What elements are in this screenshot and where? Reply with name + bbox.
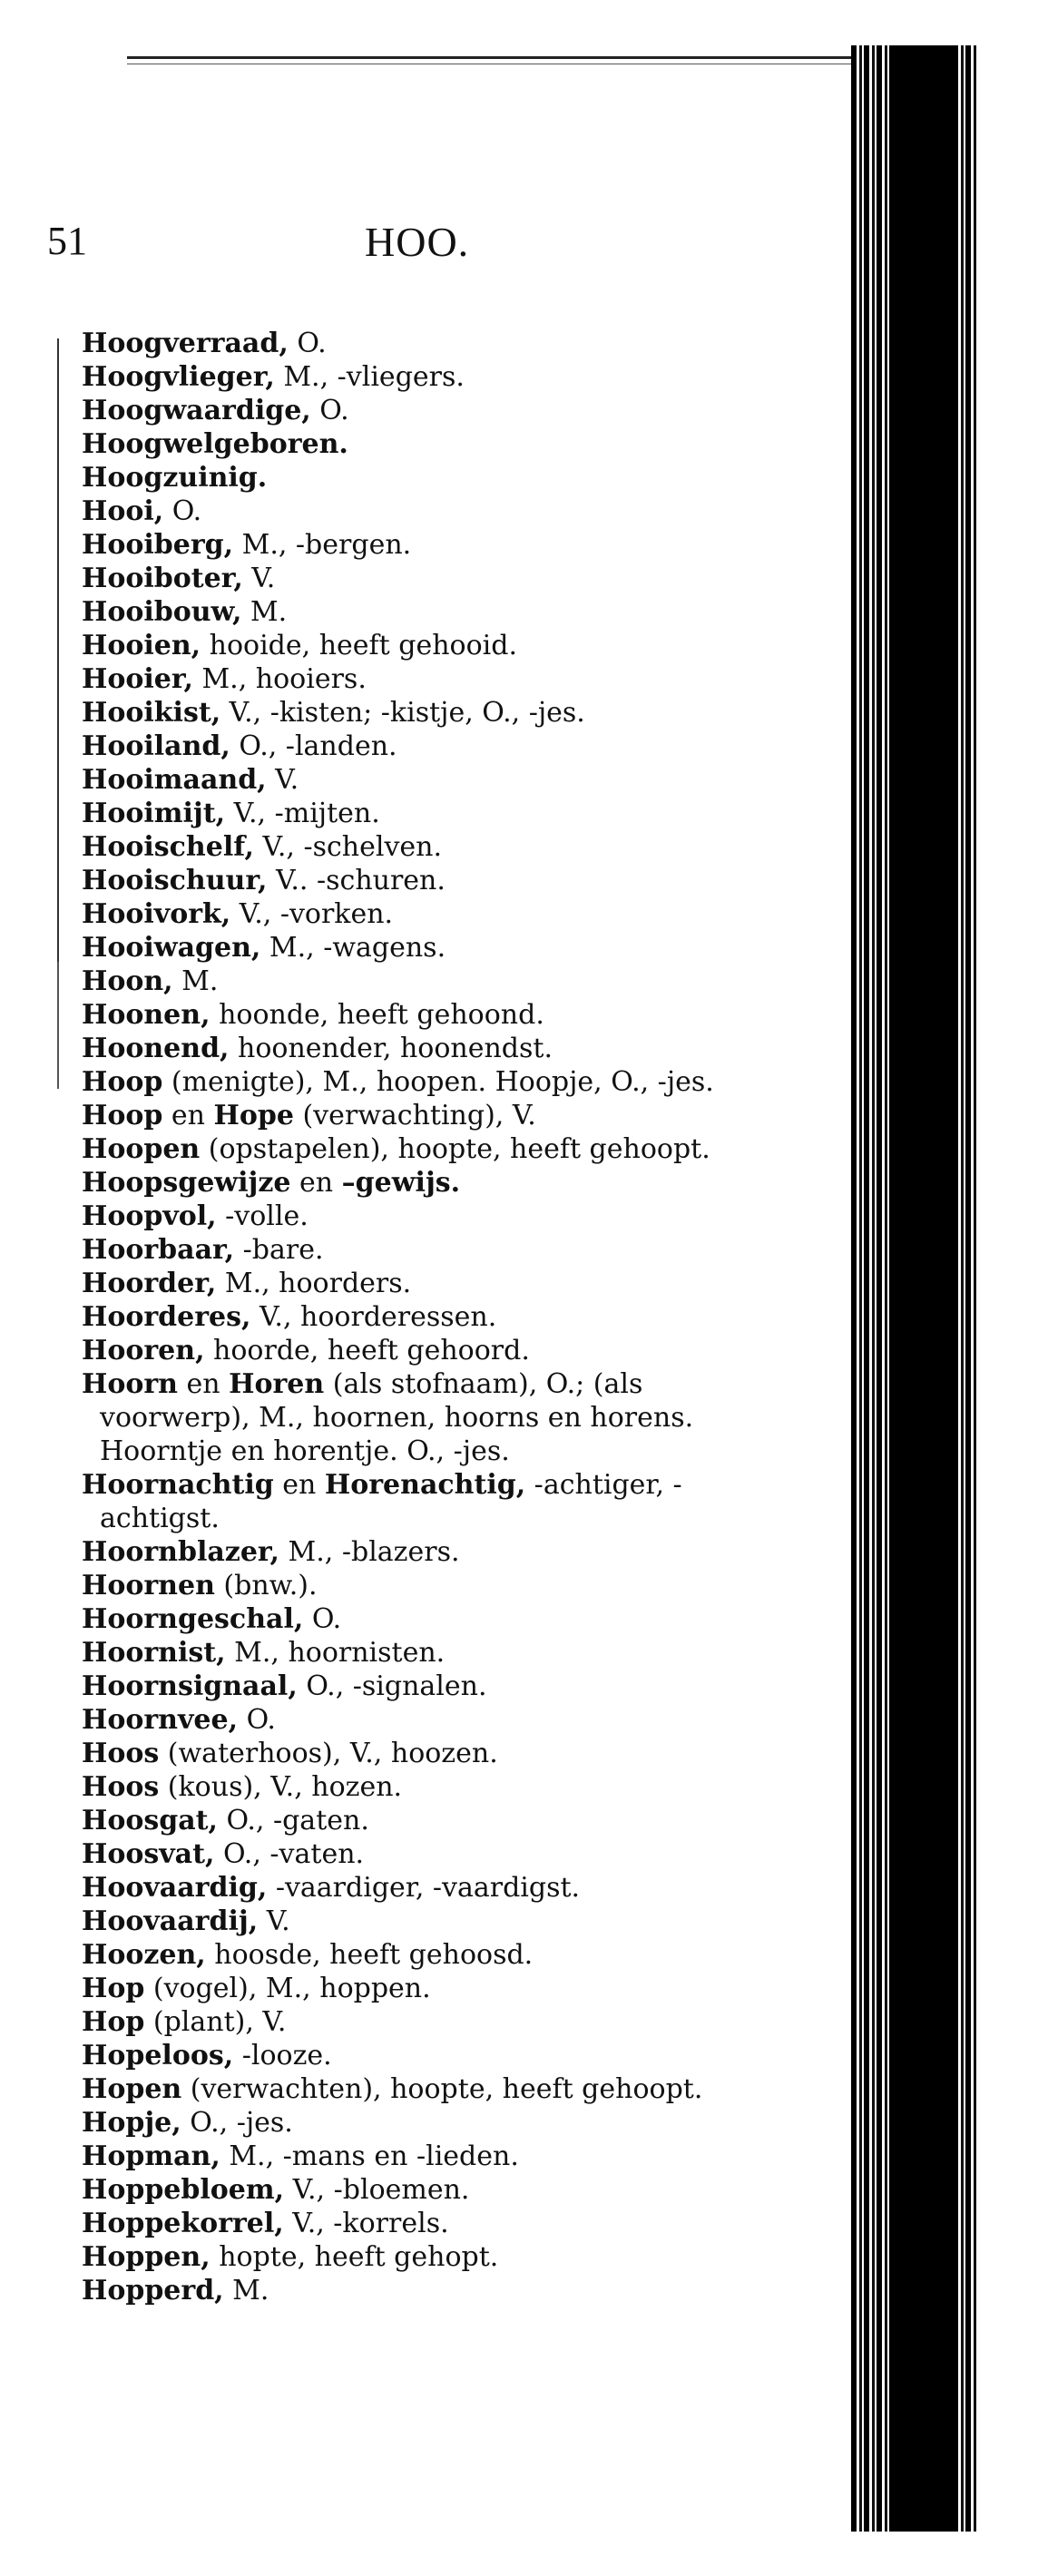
- entry-details: V., -mijten.: [225, 798, 380, 829]
- headword: Hoppekorrel,: [82, 2208, 284, 2239]
- dictionary-entry: [82, 595, 780, 629]
- headword: Hooi,: [82, 495, 164, 527]
- headword: Hoozen,: [82, 1939, 206, 1971]
- entry-details: V., -bloemen.: [284, 2174, 470, 2206]
- dictionary-entry: [82, 427, 780, 461]
- headword: Hoos: [82, 1738, 160, 1769]
- headword: Hoorder,: [82, 1268, 217, 1299]
- dictionary-entry: [82, 1602, 780, 1636]
- entry-details: -looze.: [233, 2040, 332, 2072]
- entry-details: M., -bergen.: [233, 529, 412, 561]
- entry-details: O., -jes.: [181, 2107, 293, 2139]
- headword: Hoon,: [82, 965, 173, 997]
- headword: Hoornsignaal,: [82, 1670, 298, 1702]
- entry-details: M., -wagens.: [260, 932, 446, 964]
- headword: Hoornvee,: [82, 1704, 239, 1736]
- dictionary-entry: [82, 1535, 780, 1569]
- headword: Hooibouw,: [82, 596, 242, 628]
- entry-details: hoorde, heeft gehoord.: [204, 1335, 530, 1366]
- headword: Hooren,: [82, 1335, 205, 1366]
- headword: Hoogwelgeboren.: [82, 428, 348, 460]
- dictionary-entry: [82, 1468, 780, 1535]
- dictionary-entry: [82, 864, 780, 897]
- headword: Hooimaand,: [82, 764, 267, 796]
- headword: Hopje,: [82, 2107, 181, 2139]
- headword: Hoos: [82, 1771, 160, 1803]
- binding-shadow: [894, 45, 957, 2532]
- headword: Hopperd,: [82, 2275, 224, 2307]
- headword: Hoovaardig,: [82, 1872, 268, 1904]
- dictionary-entry: [82, 1032, 780, 1065]
- dictionary-entry: [82, 1166, 780, 1200]
- entry-details: (bnw.).: [214, 1570, 318, 1601]
- dictionary-entry: [82, 1938, 780, 1972]
- entry-details: V., -korrels.: [283, 2208, 449, 2239]
- headword: Hoorngeschal,: [82, 1603, 304, 1635]
- headword-variant: Hope: [213, 1100, 294, 1131]
- dictionary-entry: [82, 1132, 780, 1166]
- dictionary-entry: [82, 1871, 780, 1905]
- entry-details: -vaardiger, -vaardigst.: [267, 1872, 581, 1904]
- entry-details: hoonde, heeft gehoond.: [210, 999, 544, 1031]
- dictionary-entry: [82, 1972, 780, 2005]
- headword: Hooier,: [82, 663, 193, 695]
- entry-details: M., hooiers.: [192, 663, 367, 695]
- top-rule: [127, 56, 871, 59]
- entry-details: (menigte), M., hoopen. Hoopje, O., -jes.: [162, 1066, 714, 1098]
- headword: Hooimijt,: [82, 798, 226, 829]
- dictionary-entry: [82, 562, 780, 595]
- headword: Hoornblazer,: [82, 1536, 279, 1568]
- dictionary-entry: [82, 763, 780, 797]
- entry-details: V.: [266, 764, 299, 796]
- dictionary-entry: [82, 2072, 780, 2106]
- entry-details: O., -signalen.: [297, 1670, 487, 1702]
- headword: Hooiwagen,: [82, 932, 261, 964]
- headword: Hoornen: [82, 1570, 215, 1601]
- dictionary-entry: [82, 629, 780, 662]
- dictionary-entry: [82, 1905, 780, 1938]
- dictionary-entry: [82, 394, 780, 427]
- entry-details: hoosde, heeft gehoosd.: [205, 1939, 534, 1971]
- entry-details: (plant), V.: [144, 2006, 287, 2038]
- headword: Hoonend,: [82, 1033, 230, 1064]
- headword: Hoosvat,: [82, 1838, 215, 1870]
- headword: Hooiland,: [82, 730, 230, 762]
- dictionary-entries: [82, 327, 780, 2307]
- dictionary-entry: [82, 2240, 780, 2274]
- entry-details: hooide, heeft gehooid.: [201, 630, 517, 661]
- dictionary-entry: [82, 1837, 780, 1871]
- dictionary-entry: [82, 1804, 780, 1837]
- headword: Hopman,: [82, 2140, 220, 2172]
- entry-details: (waterhoos), V., hoozen.: [159, 1738, 498, 1769]
- dictionary-entry: [82, 931, 780, 965]
- headword: Hopen: [82, 2073, 182, 2105]
- headword: Hooikist,: [82, 697, 221, 729]
- entry-details: -achtiger, -achtigst.: [100, 1469, 682, 1534]
- entry-details: M., -blazers.: [279, 1536, 460, 1568]
- entry-details: V., -vorken.: [230, 898, 394, 930]
- entry-details: V., -schelven.: [253, 831, 443, 863]
- dictionary-entry: [82, 998, 780, 1032]
- dictionary-entry: [82, 1569, 780, 1602]
- dictionary-entry: [82, 1334, 780, 1367]
- entry-details: -volle.: [216, 1200, 309, 1232]
- entry-details: O.: [238, 1704, 276, 1736]
- dictionary-entry: [82, 1367, 780, 1468]
- entry-details: V.. -schuren.: [267, 865, 446, 896]
- dictionary-entry: [82, 2005, 780, 2039]
- entry-details: (als stofnaam), O.; (als voorwerp), M., hoornen, hoorns en horens. Hoorntje en horentje. O., -jes.: [100, 1368, 694, 1467]
- dictionary-entry: [82, 1670, 780, 1703]
- dictionary-entry: [82, 1200, 780, 1233]
- entry-details: (opstapelen), hoopte, heeft gehoopt.: [200, 1133, 710, 1165]
- dictionary-entry: [82, 696, 780, 730]
- dictionary-entry: [82, 1636, 780, 1670]
- entry-details: O., -gaten.: [217, 1805, 369, 1837]
- dictionary-entry: [82, 2173, 780, 2207]
- headword: Hopeloos,: [82, 2040, 234, 2072]
- dictionary-entry: [82, 360, 780, 394]
- dictionary-entry: [82, 730, 780, 763]
- entry-details: M.: [172, 965, 219, 997]
- dictionary-entry: [82, 897, 780, 931]
- headword: Hooiberg,: [82, 529, 234, 561]
- entry-details: V., -kisten; -kistje, O., -jes.: [220, 697, 585, 729]
- dictionary-entry: [82, 1065, 780, 1099]
- dictionary-entry: [82, 830, 780, 864]
- headword: Hoogverraad,: [82, 328, 289, 359]
- entry-details: (verwachten), hoopte, heeft gehoopt.: [181, 2073, 703, 2105]
- entry-details: M., hoornisten.: [225, 1637, 446, 1669]
- entry-details: (kous), V., hozen.: [159, 1771, 403, 1803]
- entry-details: hopte, heeft gehopt.: [210, 2241, 499, 2273]
- entry-details: O., -vaten.: [214, 1838, 365, 1870]
- headword: Hoornist,: [82, 1637, 226, 1669]
- entry-details: M., -mans en -lieden.: [220, 2140, 519, 2172]
- connector: en: [177, 1368, 230, 1400]
- headword: Hoorn: [82, 1368, 178, 1400]
- headword: Hooischuur,: [82, 865, 268, 896]
- dictionary-entry: [82, 1737, 780, 1770]
- dictionary-entry: [82, 1099, 780, 1132]
- entry-details: O., -landen.: [230, 730, 397, 762]
- entry-details: M., -vliegers.: [274, 361, 465, 393]
- dictionary-entry: [82, 1770, 780, 1804]
- dictionary-entry: [82, 1300, 780, 1334]
- headword: Hoogzuinig.: [82, 462, 268, 494]
- dictionary-entry: [82, 2106, 780, 2140]
- entry-details: O.: [163, 495, 202, 527]
- running-head: HOO.: [365, 219, 470, 265]
- entry-details: hoonender, hoonendst.: [229, 1033, 553, 1064]
- entry-details: M., hoorders.: [216, 1268, 412, 1299]
- headword-variant: Horen: [229, 1368, 325, 1400]
- dictionary-entry: [82, 327, 780, 360]
- dictionary-entry: [82, 495, 780, 528]
- headword-variant: Horenachtig,: [324, 1469, 526, 1501]
- entry-details: (verwachting), V.: [293, 1100, 536, 1131]
- headword: Hoop: [82, 1100, 163, 1131]
- entry-details: O.: [310, 395, 349, 426]
- dictionary-entry: [82, 965, 780, 998]
- dictionary-entry: [82, 2274, 780, 2307]
- dictionary-entry: [82, 2207, 780, 2240]
- headword: Hoopvol,: [82, 1200, 217, 1232]
- headword: Hoovaardij,: [82, 1905, 259, 1937]
- dictionary-entry: [82, 1233, 780, 1267]
- headword: Hooien,: [82, 630, 201, 661]
- headword: Hoorbaar,: [82, 1234, 235, 1266]
- dictionary-entry: [82, 1267, 780, 1300]
- headword: Hoorderes,: [82, 1301, 251, 1333]
- headword: Hop: [82, 1973, 145, 2004]
- headword: Hoogvlieger,: [82, 361, 275, 393]
- dictionary-entry: [82, 2140, 780, 2173]
- connector: en: [290, 1167, 342, 1199]
- headword: Hoornachtig: [82, 1469, 274, 1501]
- connector: en: [273, 1469, 325, 1501]
- dictionary-entry: [82, 2039, 780, 2072]
- headword: Hooischelf,: [82, 831, 254, 863]
- margin-line-lower: [57, 962, 59, 1089]
- entry-details: M.: [223, 2275, 269, 2307]
- headword: Hoppen,: [82, 2241, 211, 2273]
- headword-variant: –gewijs.: [341, 1167, 461, 1199]
- dictionary-entry: [82, 662, 780, 696]
- headword: Hoosgat,: [82, 1805, 218, 1837]
- entry-details: O.: [288, 328, 327, 359]
- headword: Hop: [82, 2006, 145, 2038]
- connector: en: [162, 1100, 214, 1131]
- headword: Hoopen: [82, 1133, 201, 1165]
- entry-details: V.: [258, 1905, 290, 1937]
- headword: Hoopsgewijze: [82, 1167, 291, 1199]
- headword: Hoonen,: [82, 999, 211, 1031]
- entry-details: O.: [303, 1603, 342, 1635]
- dictionary-entry: [82, 1703, 780, 1737]
- headword: Hoppebloem,: [82, 2174, 285, 2206]
- entry-details: V., hoorderessen.: [250, 1301, 497, 1333]
- entry-details: M.: [241, 596, 288, 628]
- headword: Hoogwaardige,: [82, 395, 311, 426]
- dictionary-entry: [82, 528, 780, 562]
- page-number: 51: [47, 219, 87, 263]
- entry-details: -bare.: [234, 1234, 324, 1266]
- entry-details: (vogel), M., hoppen.: [144, 1973, 431, 2004]
- entry-details: V.: [242, 563, 276, 594]
- dictionary-entry: [82, 797, 780, 830]
- dictionary-entry: [82, 461, 780, 495]
- headword: Hooiboter,: [82, 563, 243, 594]
- headword: Hooivork,: [82, 898, 231, 930]
- headword: Hoop: [82, 1066, 163, 1098]
